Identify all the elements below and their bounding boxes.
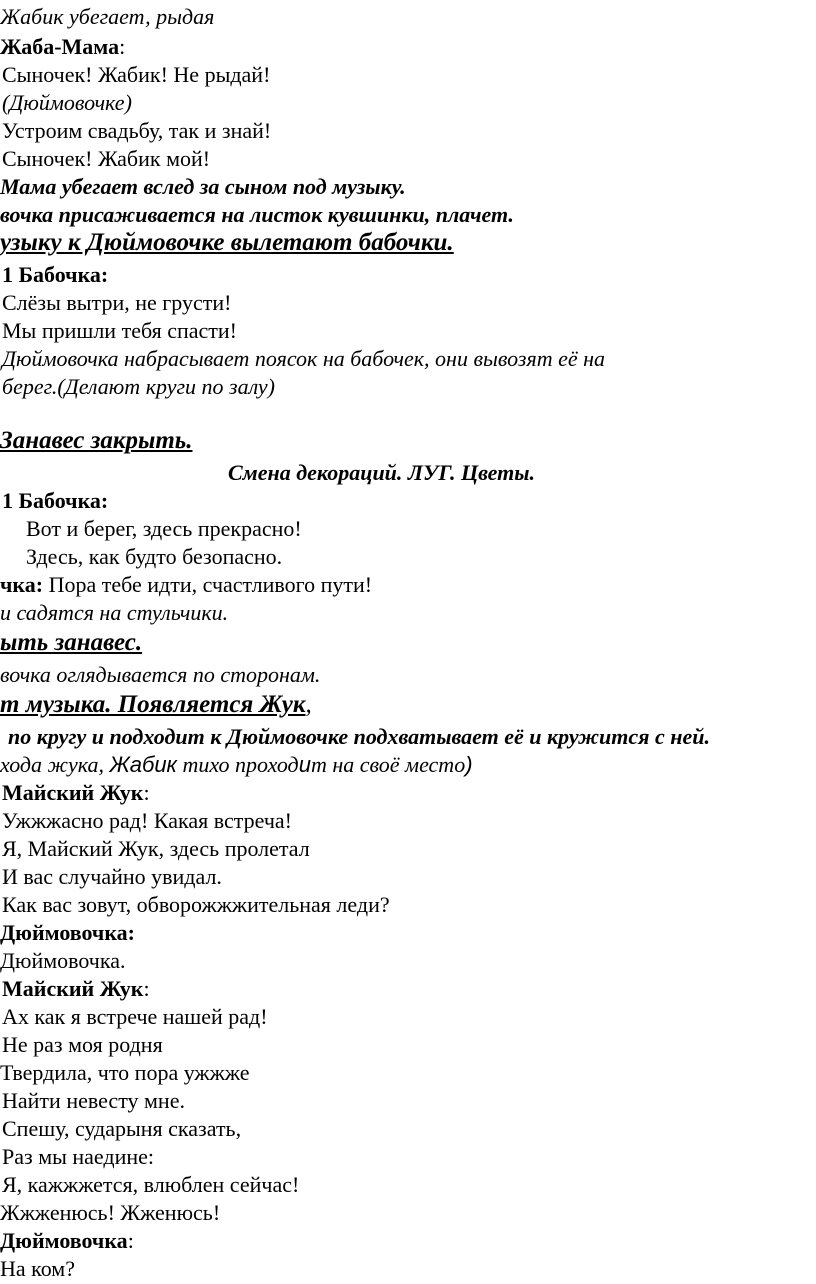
stage-direction-centered: Смена декораций. ЛУГ. Цветы.: [228, 460, 535, 485]
verse-line: Слёзы вытри, не грусти!: [2, 290, 232, 315]
speaker-name: 1 Бабочка:: [2, 262, 109, 287]
verse-line: Вот и берег, здесь прекрасно!: [26, 516, 302, 541]
stage-direction-name: Жабик: [109, 752, 177, 777]
scene-heading: ыть занавес.: [0, 629, 143, 656]
speaker-name: Майский Жук: [2, 976, 144, 1001]
stage-direction: вочка присаживается на листок кувшинки, плачет.: [0, 202, 514, 227]
stage-direction: (Дюймовочке): [2, 90, 132, 115]
speaker-colon: :: [143, 976, 150, 1001]
verse-line: Твердила, что пора ужжже: [0, 1060, 250, 1085]
verse-line: Спешу, сударыня сказать,: [2, 1116, 242, 1141]
speaker-name: Майский Жук: [2, 780, 144, 805]
stage-direction: вочка оглядывается по сторонам.: [0, 662, 321, 687]
speaker-name: Дюймовочка:: [0, 920, 136, 945]
stage-direction-part: тихо проход: [176, 752, 299, 777]
stage-direction: по кругу и подходит к Дюймовочке подхватывает её и кружится с ней.: [8, 724, 710, 749]
verse-line: Ах как я встрече нашей рад!: [2, 1004, 268, 1029]
verse-line: Как вас зовут, обворожжжительная леди?: [2, 892, 390, 917]
verse-line: Ужжжасно рад! Какая встреча!: [2, 808, 292, 833]
speaker-colon: :: [143, 780, 150, 805]
stage-direction: берег.(Делают круги по залу): [2, 374, 276, 399]
verse-line: Жжженюсь! Жженюсь!: [0, 1200, 221, 1225]
verse-line: Раз мы наедине:: [2, 1144, 155, 1169]
verse-line: Найти невесту мне.: [2, 1088, 185, 1113]
speaker-name: чка:: [0, 572, 44, 597]
stage-direction-part: и: [298, 752, 311, 777]
verse-line: Я, кажжжется, влюблен сейчас!: [2, 1172, 300, 1197]
stage-direction: и садятся на стульчики.: [0, 600, 229, 625]
speaker-line: [0, 572, 372, 598]
speaker-name: 1 Бабочка:: [2, 488, 109, 513]
verse-line: Устроим свадьбу, так и знай!: [2, 118, 272, 143]
scene-heading: [0, 690, 312, 720]
stage-direction: Жабик убегает, рыдая: [0, 4, 215, 29]
verse-line: Здесь, как будто безопасно.: [26, 544, 283, 569]
verse-line: Не раз моя родня: [2, 1032, 163, 1057]
speaker-line: [2, 976, 150, 1002]
verse-line: Мы пришли тебя спасти!: [2, 318, 238, 343]
scene-heading-text: т музыка. Появляется Жук: [0, 691, 306, 718]
verse-line: Дюймовочка.: [0, 948, 126, 973]
stage-direction: Дюймовочка набрасывает поясок на бабочек, они вывозят её на: [2, 346, 606, 371]
verse-line: На ком?: [0, 1256, 75, 1281]
speaker-name: Жаба-Мама: [0, 34, 120, 59]
scene-heading-comma: ,: [305, 691, 312, 718]
speaker-line: [2, 780, 150, 806]
speaker-colon: :: [119, 34, 126, 59]
verse-line: Сыночек! Жабик! Не рыдай!: [2, 62, 271, 87]
speaker-line: [0, 34, 125, 60]
verse-line: Я, Майский Жук, здесь пролетал: [2, 836, 310, 861]
speaker-name: Дюймовочка: [0, 1228, 128, 1253]
stage-direction-part: хода жука,: [0, 752, 110, 777]
scene-heading: Занавес закрыть.: [0, 427, 193, 454]
scene-heading: узыку к Дюймовочке вылетают бабочки.: [0, 229, 454, 256]
verse-line: Пора тебе идти, счастливого пути!: [43, 572, 373, 597]
speaker-line: [0, 1228, 134, 1254]
stage-direction: Мама убегает вслед за сыном под музыку.: [0, 174, 406, 199]
speaker-colon: :: [127, 1228, 134, 1253]
verse-line: И вас случайно увидал.: [2, 864, 222, 889]
stage-direction: [0, 752, 473, 778]
stage-direction-part: ): [465, 752, 473, 777]
stage-direction-part: т на своё место: [310, 752, 466, 777]
verse-line: Сыночек! Жабик мой!: [2, 146, 211, 171]
